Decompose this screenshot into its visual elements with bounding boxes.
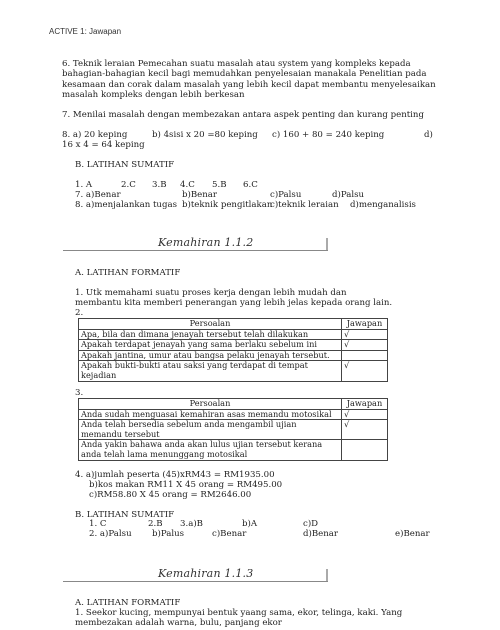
page-header: ACTIVE 1: Jawapan [49,27,122,36]
table-row [79,329,388,340]
heading-rule [63,581,328,582]
formatif-answer-q4-c: c)RM58.80 X 45 orang = RM2646.00 [89,490,252,500]
sumatif-answer: 8. a)menjalankan tugas [75,200,177,210]
sumatif-answer: 2.C [121,180,136,190]
sumatif-answer: d)Palsu [332,190,365,200]
section-title-formatif: A. LATIHAN FORMATIF [75,598,181,608]
table-cell: Apakah bukti-bukti atau saksi yang terdapat di tempat kejadian [79,361,342,381]
sumatif-answer: b)teknik pengitlakan [182,200,273,210]
check-mark: √ [342,409,388,420]
table-cell: Anda yakin bahawa anda akan lulus ujian tersebut kerana anda telah lama menunggang motosikal [79,440,342,460]
table-cell: Anda telah bersedia sebelum anda mengambil ujian memandu tersebut [79,420,342,440]
table-persoalan-motosikal [78,398,388,461]
sumatif-answer: 4.C [180,180,195,190]
formatif-answer-q1: 1. Utk memahami suatu proses kerja dengan lebih mudah dan membantu kita memberi penerangan yang lebih jelas kepada orang lain. [75,288,393,309]
sumatif-answer: b)Benar [182,190,218,200]
table-row [79,350,388,361]
table-cell: Anda sudah menguasai kemahiran asas memandu motosikal [79,409,342,420]
section-heading-kemahiran-113: Kemahiran 1.1.3 [158,567,254,580]
sumatif-answer: b)Palus [152,529,185,539]
section-title-sumatif: B. LATIHAN SUMATIF [75,160,175,170]
sumatif-answer: c)Palsu [270,190,302,200]
check-mark: √ [342,340,388,351]
sumatif-answer: 6.C [243,180,258,190]
answer-q8-c: c) 160 + 80 = 240 keping [272,130,385,140]
table-row [79,361,388,381]
heading-rule [63,250,328,251]
check-mark [342,440,388,460]
sumatif-answer: 7. a)Benar [75,190,121,200]
sumatif-answer: 2. a)Palsu [89,529,132,539]
answer-q8-a: 8. a) 20 keping [62,130,128,140]
section-title-sumatif: B. LATIHAN SUMATIF [75,510,175,520]
check-mark: √ [342,420,388,440]
table-header: Jawapan [342,319,388,330]
table-cell: Apakah terdapat jenayah yang sama berlaku sebelum ini [79,340,342,351]
sumatif-answer: 5.B [212,180,227,190]
answer-q6: 6. Teknik leraian Pemecahan suatu masalah atau system yang kompleks kepada bahagian-bahagian kecil bagi memudahkan penyelesaian manakala Penelitian pada kesamaan dan corak dalam masalah yang lebih kecil dapat membantu menyelesaikan masalah kompleks dengan lebih berkesan [62,59,436,101]
table-row [79,440,388,460]
sumatif-answer: 3.a)B [180,519,203,529]
formatif-answer-q2: 2. [75,308,84,318]
answer-q8-b: b) 4sisi x 20 =80 keping [152,130,258,140]
section-title-formatif: A. LATIHAN FORMATIF [75,268,181,278]
heading-rule-end [326,238,328,250]
sumatif-answer: c)D [303,519,319,529]
table-row [79,409,388,420]
sumatif-answer: b)A [242,519,258,529]
table-header: Jawapan [342,399,388,410]
answer-q8-d: d) [424,130,433,140]
table-row [79,420,388,440]
table-cell: Apa, bila dan dimana jenayah tersebut telah dilakukan [79,329,342,340]
formatif-answer-q4-b: b)kos makan RM11 X 45 orang = RM495.00 [89,480,283,490]
check-mark: √ [342,329,388,340]
sumatif-answer: d)menganalisis [350,200,416,210]
heading-rule-end [326,569,328,581]
sumatif-answer: e)Benar [395,529,430,539]
sumatif-answer: 2.B [148,519,163,529]
check-mark [342,350,388,361]
table-row [79,340,388,351]
sumatif-answer: d)Benar [303,529,339,539]
answer-q7: 7. Menilai masalah dengan membezakan antara aspek penting dan kurang penting [62,110,424,120]
check-mark: √ [342,361,388,381]
sumatif-answer: 1. A [75,180,93,190]
formatif-answer-q3: 3. [75,388,84,398]
sumatif-answer: c)Benar [212,529,247,539]
table-cell: Apakah jantina, umur atau bangsa pelaku jenayah tersebut. [79,350,342,361]
table-persoalan-jenayah [78,318,388,382]
formatif-answer-q1: 1. Seekor kucing, mempunyai bentuk yaang sama, ekor, telinga, kaki. Yang membezakan adalah warna, bulu, panjang ekor [75,608,403,629]
section-heading-kemahiran-112: Kemahiran 1.1.2 [158,236,254,249]
sumatif-answer: 1. C [89,519,107,529]
answer-q8-d-cont: 16 x 4 = 64 keping [62,140,145,150]
sumatif-answer: c)teknik leraian [270,200,339,210]
table-header: Persoalan [79,319,342,330]
formatif-answer-q4-a: 4. a)jumlah peserta (45)xRM43 = RM1935.00 [75,470,275,480]
sumatif-answer: 3.B [152,180,167,190]
table-header: Persoalan [79,399,342,410]
